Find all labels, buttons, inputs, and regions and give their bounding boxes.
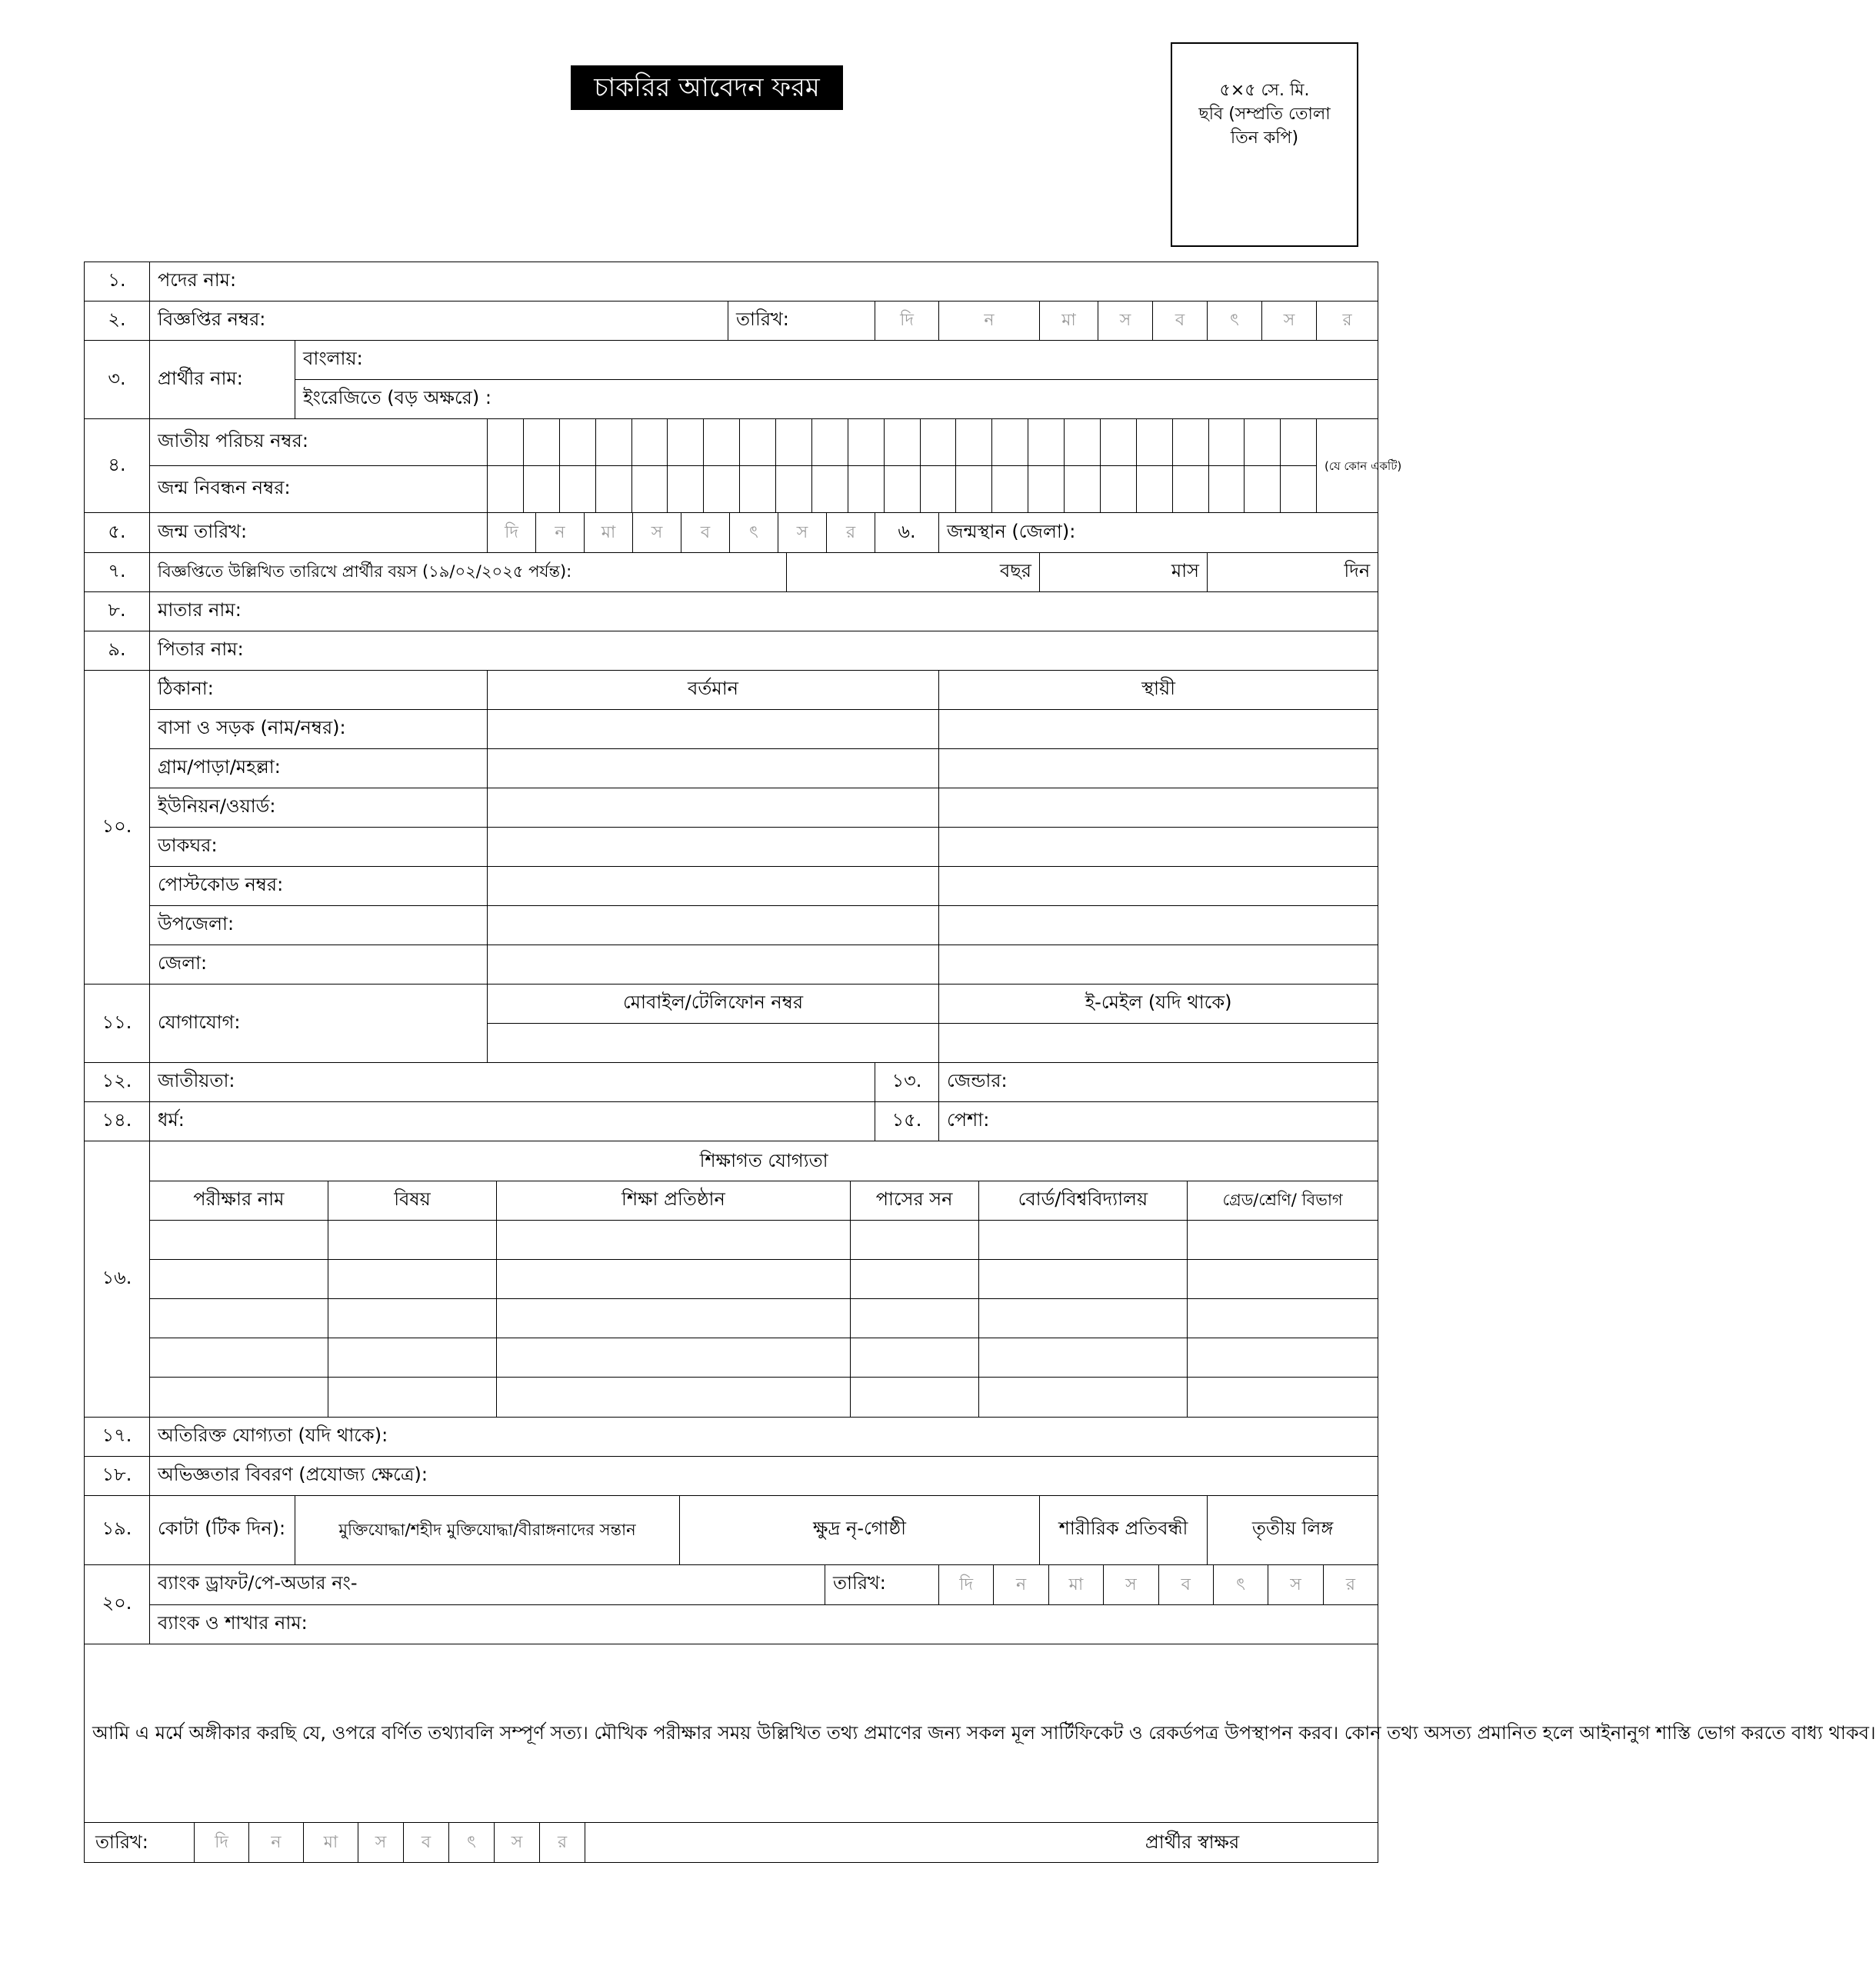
date-box[interactable]: ন xyxy=(249,1823,304,1862)
birth-place-field[interactable] xyxy=(939,513,1378,553)
permanent-address-cell[interactable] xyxy=(939,867,1378,906)
present-address-cell[interactable] xyxy=(488,906,939,945)
date-box[interactable]: ৎ xyxy=(449,1823,495,1862)
edu-cell[interactable] xyxy=(328,1299,497,1338)
row-circular xyxy=(85,302,1378,341)
mother-name-label: মাতার নাম: xyxy=(158,599,242,621)
occupation-label: পেশা: xyxy=(947,1109,990,1131)
education-heading: শিক্ষাগত যোগ্যতা xyxy=(699,1150,828,1171)
date-box[interactable]: র xyxy=(1317,302,1378,341)
quota-label: কোটা (টিক দিন): xyxy=(150,1495,295,1564)
row-number: ১০. xyxy=(85,671,150,984)
present-address-cell[interactable] xyxy=(488,828,939,867)
date-box[interactable]: ৎ xyxy=(730,513,778,552)
address-row xyxy=(85,710,1378,749)
edu-cell[interactable] xyxy=(1188,1260,1378,1299)
footer-date-label: তারিখ: xyxy=(85,1823,195,1862)
religion-field[interactable] xyxy=(150,1102,875,1141)
row-address-header xyxy=(85,671,1378,710)
row-number: ১৫. xyxy=(875,1102,939,1141)
date-box[interactable]: দি xyxy=(488,513,536,552)
nationality-label: জাতীয়তা: xyxy=(158,1070,235,1091)
row-number: ১৩. xyxy=(875,1063,939,1102)
edu-cell[interactable] xyxy=(328,1338,497,1378)
row-birth-reg xyxy=(85,466,1378,513)
address-row xyxy=(85,749,1378,788)
row-number: ১. xyxy=(85,262,150,302)
edu-col-subject: বিষয় xyxy=(328,1181,497,1221)
present-address-cell[interactable] xyxy=(488,867,939,906)
address-row-label: ডাকঘর: xyxy=(150,828,488,867)
bank-branch-label: ব্যাংক ও শাখার নাম: xyxy=(158,1611,308,1634)
edu-cell[interactable] xyxy=(150,1221,328,1260)
date-box[interactable]: স xyxy=(358,1823,404,1862)
permanent-address-cell[interactable] xyxy=(939,906,1378,945)
edu-cell[interactable] xyxy=(850,1260,978,1299)
birth-place-label: জন্মস্থান (জেলা): xyxy=(947,520,1076,542)
date-box[interactable]: ব xyxy=(1159,1565,1214,1604)
address-row-label: উপজেলা: xyxy=(150,906,488,945)
row-birth-date xyxy=(85,513,1378,553)
date-box[interactable]: র xyxy=(845,523,856,542)
edu-cell[interactable] xyxy=(328,1378,497,1417)
edu-cell[interactable] xyxy=(1188,1299,1378,1338)
bank-draft-label: ব্যাংক ড্রাফট/পে-অডার নং- xyxy=(158,1572,358,1594)
row-number: ২০. xyxy=(85,1564,150,1644)
edu-cell[interactable] xyxy=(497,1299,850,1338)
edu-cell[interactable] xyxy=(497,1221,850,1260)
education-row xyxy=(150,1338,1378,1378)
permanent-address-cell[interactable] xyxy=(939,828,1378,867)
bank-branch-field[interactable] xyxy=(150,1604,1378,1644)
edu-cell[interactable] xyxy=(978,1378,1187,1417)
extra-qualification-label: অতিরিক্ত যোগ্যতা (যদি থাকে): xyxy=(158,1424,388,1446)
photo-desc-text: ছবি (সম্প্রতি তোলা xyxy=(1198,105,1331,124)
address-row xyxy=(85,906,1378,945)
date-box[interactable]: ব xyxy=(681,513,730,552)
edu-cell[interactable] xyxy=(978,1221,1187,1260)
photo-copies-text: তিন কপি) xyxy=(1230,128,1299,148)
row-post-name xyxy=(85,262,1378,302)
date-box[interactable]: স xyxy=(1104,1565,1158,1604)
age-month[interactable]: মাস xyxy=(1040,553,1208,592)
address-label: ঠিকানা: xyxy=(150,671,488,710)
edu-col-institution: শিক্ষা প্রতিষ্ঠান xyxy=(497,1181,850,1221)
date-box[interactable]: স xyxy=(495,1823,540,1862)
extra-qualification-field[interactable] xyxy=(150,1417,1378,1456)
photo-size-text: ৫×৫ সে. মি. xyxy=(1219,81,1310,100)
date-box[interactable]: ন xyxy=(536,513,585,552)
edu-cell[interactable] xyxy=(150,1260,328,1299)
birth-reg-boxes[interactable] xyxy=(488,466,1317,513)
row-religion xyxy=(85,1102,1378,1141)
birth-date-boxes[interactable] xyxy=(488,513,875,553)
edu-cell[interactable] xyxy=(978,1260,1187,1299)
edu-cell[interactable] xyxy=(1188,1338,1378,1378)
address-row-label: পোস্টকোড নম্বর: xyxy=(150,867,488,906)
age-year[interactable]: বছর xyxy=(787,553,1040,592)
present-address-cell[interactable] xyxy=(488,788,939,828)
name-bangla-label: বাংলায়: xyxy=(303,348,363,369)
row-age xyxy=(85,553,1378,592)
quota-disabled[interactable]: শারীরিক প্রতিবন্ধী xyxy=(1040,1495,1208,1564)
age-day[interactable]: দিন xyxy=(1208,553,1378,592)
present-address-cell[interactable] xyxy=(488,945,939,984)
edu-cell[interactable] xyxy=(850,1299,978,1338)
post-name-label: পদের নাম: xyxy=(158,269,237,291)
date-box[interactable]: মা xyxy=(585,513,633,552)
date-box[interactable]: স xyxy=(1262,302,1317,341)
date-box[interactable]: ৎ xyxy=(1214,1565,1268,1604)
nid-boxes[interactable] xyxy=(488,419,1317,466)
father-name-field[interactable] xyxy=(150,631,1378,671)
declaration-text: আমি এ মর্মে অঙ্গীকার করছি যে, ওপরে বর্ণিত তথ্যাবলি সম্পূর্ণ সত্য। মৌখিক পরীক্ষার সময় উল্লিখিত তথ্য প্রমাণের জন্য সকল মূল সার্টিফিকেট ও রেকর্ডপত্র উপস্থাপন করব। কোন তথ্য অসত্য প্রমানিত হলে আইনানুগ শাস্তি ভোগ করতে বাধ্য থাকব। xyxy=(85,1644,1378,1822)
row-number: ১৪. xyxy=(85,1102,150,1141)
edu-cell[interactable] xyxy=(850,1221,978,1260)
occupation-field[interactable] xyxy=(939,1102,1378,1141)
birth-date-label: জন্ম তারিখ: xyxy=(150,513,488,553)
row-nationality xyxy=(85,1063,1378,1102)
edu-cell[interactable] xyxy=(150,1378,328,1417)
row-candidate-name xyxy=(85,341,1378,380)
address-row xyxy=(85,867,1378,906)
edu-cell[interactable] xyxy=(978,1338,1187,1378)
education-row xyxy=(150,1221,1378,1260)
circular-number-field[interactable] xyxy=(150,302,728,341)
present-address-cell[interactable] xyxy=(488,749,939,788)
row-number: ১৭. xyxy=(85,1417,150,1456)
row-declaration xyxy=(85,1644,1378,1822)
row-father xyxy=(85,631,1378,671)
permanent-address-cell[interactable] xyxy=(939,710,1378,749)
present-address-cell[interactable] xyxy=(488,710,939,749)
email-field[interactable] xyxy=(939,1024,1378,1063)
address-row xyxy=(85,788,1378,828)
date-box[interactable]: দি xyxy=(195,1823,249,1862)
father-name-label: পিতার নাম: xyxy=(158,638,244,660)
row-bank-draft xyxy=(85,1564,1378,1604)
experience-field[interactable] xyxy=(150,1456,1378,1495)
email-header: ই-মেইল (যদি থাকে) xyxy=(939,984,1378,1024)
permanent-address-cell[interactable] xyxy=(939,749,1378,788)
edu-cell[interactable] xyxy=(1188,1221,1378,1260)
address-row xyxy=(85,945,1378,984)
edu-cell[interactable] xyxy=(850,1338,978,1378)
gender-field[interactable] xyxy=(939,1063,1378,1102)
row-number: ২. xyxy=(85,302,150,341)
education-section xyxy=(150,1141,1378,1418)
row-experience xyxy=(85,1456,1378,1495)
footer-section xyxy=(85,1822,1378,1862)
date-box[interactable]: মা xyxy=(1049,1565,1104,1604)
address-row-label: জেলা: xyxy=(150,945,488,984)
row-contact-header xyxy=(85,984,1378,1024)
date-box[interactable]: স xyxy=(633,513,681,552)
date-box[interactable]: ন xyxy=(939,302,1040,341)
edu-col-pass-year: পাসের সন xyxy=(850,1181,978,1221)
row-extra-qualification xyxy=(85,1417,1378,1456)
date-box[interactable]: ৎ xyxy=(1208,302,1262,341)
row-education xyxy=(85,1141,1378,1418)
present-address-header: বর্তমান xyxy=(488,671,939,710)
address-row-label: গ্রাম/পাড়া/মহল্লা: xyxy=(150,749,488,788)
row-number: ১১. xyxy=(85,984,150,1063)
date-box[interactable]: ন xyxy=(994,1565,1048,1604)
mother-name-field[interactable] xyxy=(150,592,1378,631)
row-footer xyxy=(85,1822,1378,1862)
one-of-them-note: (যে কোন একটি) xyxy=(1317,419,1378,513)
row-number: ৯. xyxy=(85,631,150,671)
bank-draft-field[interactable] xyxy=(150,1564,825,1604)
age-label: বিজ্ঞপ্তিতে উল্লিখিত তারিখে প্রার্থীর বয়স (১৯/০২/২০২৫ পর্যন্ত): xyxy=(150,553,787,592)
address-row xyxy=(85,828,1378,867)
row-nid xyxy=(85,419,1378,466)
row-number: ১৬. xyxy=(85,1141,150,1418)
edu-cell[interactable] xyxy=(497,1260,850,1299)
row-number: ১২. xyxy=(85,1063,150,1102)
row-number: ৮. xyxy=(85,592,150,631)
address-row-label: ইউনিয়ন/ওয়ার্ড: xyxy=(150,788,488,828)
date-box[interactable]: দি xyxy=(939,1565,994,1604)
date-box[interactable]: ব xyxy=(1153,302,1208,341)
education-table xyxy=(150,1181,1378,1417)
education-row xyxy=(150,1260,1378,1299)
date-box[interactable]: স xyxy=(1098,302,1153,341)
edu-cell[interactable] xyxy=(150,1338,328,1378)
nationality-field[interactable] xyxy=(150,1063,875,1102)
nid-label: জাতীয় পরিচয় নম্বর: xyxy=(150,419,488,466)
education-row xyxy=(150,1378,1378,1417)
edu-cell[interactable] xyxy=(1188,1378,1378,1417)
gender-label: জেন্ডার: xyxy=(947,1070,1008,1091)
date-box[interactable]: স xyxy=(1268,1565,1323,1604)
mobile-header: মোবাইল/টেলিফোন নম্বর xyxy=(488,984,939,1024)
religion-label: ধর্ম: xyxy=(158,1109,185,1131)
permanent-address-header: স্থায়ী xyxy=(939,671,1378,710)
permanent-address-cell[interactable] xyxy=(939,788,1378,828)
date-box[interactable]: র xyxy=(540,1823,585,1862)
row-bank-branch xyxy=(85,1604,1378,1644)
edu-cell[interactable] xyxy=(497,1378,850,1417)
row-number: ৭. xyxy=(85,553,150,592)
row-number: ৬. xyxy=(875,513,939,553)
edu-cell[interactable] xyxy=(150,1299,328,1338)
quota-ethnic[interactable]: ক্ষুদ্র নৃ-গোষ্ঠী xyxy=(680,1495,1040,1564)
row-mother xyxy=(85,592,1378,631)
permanent-address-cell[interactable] xyxy=(939,945,1378,984)
bank-draft-date-label: তারিখ: xyxy=(825,1564,939,1604)
date-box[interactable]: ব xyxy=(404,1823,449,1862)
mobile-field[interactable] xyxy=(488,1024,939,1063)
date-box[interactable]: র xyxy=(1345,1574,1355,1594)
post-name-field[interactable] xyxy=(150,262,1378,302)
name-english-label: ইংরেজিতে (বড় অক্ষরে) : xyxy=(303,387,491,408)
edu-cell[interactable] xyxy=(978,1299,1187,1338)
date-box[interactable]: মা xyxy=(304,1823,358,1862)
edu-cell[interactable] xyxy=(497,1338,850,1378)
edu-col-grade: গ্রেড/শ্রেণি/ বিভাগ xyxy=(1188,1181,1378,1221)
row-quota xyxy=(85,1495,1378,1564)
quota-third-gender[interactable]: তৃতীয় লিঙ্গ xyxy=(1208,1495,1378,1564)
application-form-table xyxy=(84,262,1876,1863)
candidate-name-label: প্রার্থীর নাম: xyxy=(150,341,295,419)
row-number: ৩. xyxy=(85,341,150,419)
row-number: ৪. xyxy=(85,419,150,513)
photo-box xyxy=(1171,42,1358,247)
edu-col-board: বোর্ড/বিশ্ববিদ্যালয় xyxy=(978,1181,1187,1221)
contact-label: যোগাযোগ: xyxy=(150,984,488,1063)
candidate-signature-label: প্রার্থীর স্বাক্ষর xyxy=(1145,1831,1240,1853)
experience-label: অভিজ্ঞতার বিবরণ (প্রযোজ্য ক্ষেত্রে): xyxy=(158,1463,428,1485)
date-box[interactable]: স xyxy=(778,513,827,552)
edu-cell[interactable] xyxy=(328,1260,497,1299)
circular-date-label: তারিখ: xyxy=(728,302,875,341)
form-title: চাকরির আবেদন ফরম xyxy=(571,65,843,110)
row-number: ১৯. xyxy=(85,1495,150,1564)
row-number: ৫. xyxy=(85,513,150,553)
education-header-row xyxy=(150,1181,1378,1221)
education-row xyxy=(150,1299,1378,1338)
address-row-label: বাসা ও সড়ক (নাম/নম্বর): xyxy=(150,710,488,749)
row-number: ১৮. xyxy=(85,1456,150,1495)
circular-number-label: বিজ্ঞপ্তির নম্বর: xyxy=(158,308,266,330)
date-box[interactable]: মা xyxy=(1040,302,1098,341)
bank-draft-date-boxes[interactable] xyxy=(939,1564,1378,1604)
date-box[interactable]: দি xyxy=(875,302,939,341)
name-english-field[interactable] xyxy=(295,380,1378,419)
edu-col-exam: পরীক্ষার নাম xyxy=(150,1181,328,1221)
edu-cell[interactable] xyxy=(850,1378,978,1417)
quota-freedom-fighter[interactable]: মুক্তিযোদ্ধা/শহীদ মুক্তিযোদ্ধা/বীরাঙ্গনাদের সন্তান xyxy=(295,1495,680,1564)
birth-reg-label: জন্ম নিবন্ধন নম্বর: xyxy=(150,466,488,513)
edu-cell[interactable] xyxy=(328,1221,497,1260)
name-bangla-field[interactable] xyxy=(295,341,1378,380)
